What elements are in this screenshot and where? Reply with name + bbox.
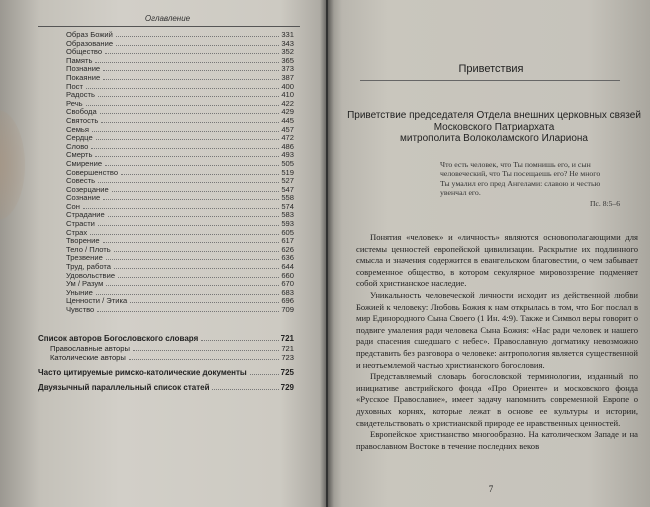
epigraph-source: Пс. 8:5–6 xyxy=(590,199,620,208)
leader-dots xyxy=(90,234,279,235)
section-title: Приветствия xyxy=(458,63,524,75)
greeting-heading-line: митрополита Волоколамского Илариона xyxy=(400,133,588,144)
toc-catholic-page: 723 xyxy=(281,353,294,362)
toc-entry-title: Образ Божий xyxy=(66,30,113,39)
toc-entry-page: 593 xyxy=(281,219,294,229)
toc-bilingual-title: Двуязычный параллельный список статей xyxy=(38,383,210,392)
leader-dots xyxy=(112,191,280,192)
toc-entry-page: 331 xyxy=(281,30,294,39)
toc-entry-page: 558 xyxy=(281,193,294,203)
section-rule xyxy=(360,80,620,81)
header-rule xyxy=(38,26,300,27)
toc-entry-page: 583 xyxy=(281,210,294,220)
body-paragraph: Европейское христианство многообразно. На католическом Западе и на православном Востоке в течение последних веков xyxy=(356,429,638,451)
toc-orthodox-title: Православные авторы xyxy=(50,344,130,353)
toc-entry-page: 373 xyxy=(281,64,294,74)
toc-entry-title: Семья xyxy=(66,124,89,134)
leader-dots xyxy=(108,216,280,217)
toc-entry-page: 527 xyxy=(281,176,294,186)
toc-entry-page: 696 xyxy=(281,296,294,306)
leader-dots xyxy=(118,277,279,278)
leader-dots xyxy=(114,268,279,269)
toc-entry-page: 445 xyxy=(281,115,294,125)
epigraph xyxy=(440,160,630,198)
toc-entry-title: Святость xyxy=(66,115,99,125)
epigraph-line: Что есть человек, что Ты помнишь его, и сын xyxy=(440,160,591,169)
toc-entry-title: Ум / Разум xyxy=(66,279,104,289)
toc-entry xyxy=(44,194,294,203)
toc-entry-title: Познание xyxy=(66,64,101,74)
leader-dots xyxy=(96,139,280,140)
toc-entry-title: Сознание xyxy=(66,193,101,203)
toc-orthodox-page: 721 xyxy=(281,344,294,353)
toc-entry-page: 352 xyxy=(281,47,294,57)
body-paragraph: Понятия «человек» и «личность» являются основополагающими для системы ценностей европейской цивилизации. Раскрытие их подлинного смысла и значения содержится в евангельском благовестии, о чем забывает современное общество, в котором секулярное мировоззрение подменяет собой христианское наследие. xyxy=(356,232,638,289)
toc-entry-title: Чувство xyxy=(66,305,95,314)
toc-entry-page: 429 xyxy=(281,107,294,117)
leader-dots xyxy=(103,79,279,80)
leader-dots xyxy=(121,174,279,175)
toc-entry-title: Сон xyxy=(66,201,80,211)
leader-dots xyxy=(98,225,279,226)
toc-authors-page: 721 xyxy=(280,334,294,343)
leader-dots xyxy=(101,122,279,123)
toc-entry-page: 660 xyxy=(281,270,294,280)
toc-entry-title: Пост xyxy=(66,81,83,91)
toc-entry-page: 486 xyxy=(281,141,294,151)
toc-entry-page: 636 xyxy=(281,253,294,263)
leader-dots xyxy=(100,113,280,114)
toc-entry-title: Радость xyxy=(66,90,95,100)
leader-dots xyxy=(95,62,279,63)
leader-dots xyxy=(103,70,279,71)
toc-entry-title: Удовольствие xyxy=(66,270,116,280)
toc-entry-title: Память xyxy=(66,55,93,65)
toc-authors-section xyxy=(38,333,294,362)
toc-entry-title: Совесть xyxy=(66,176,96,186)
leader-dots xyxy=(133,350,279,351)
toc-entry-page: 422 xyxy=(281,98,294,108)
toc-entry-title: Страдание xyxy=(66,210,105,220)
toc-entry-page: 519 xyxy=(281,167,294,177)
toc-entry-page: 574 xyxy=(281,201,294,211)
toc-entry-title: Тело / Плоть xyxy=(66,244,111,254)
leader-dots xyxy=(92,131,279,132)
body-text xyxy=(356,232,638,452)
leader-dots xyxy=(201,340,278,341)
toc-entry-title: Уныние xyxy=(66,287,93,297)
leader-dots xyxy=(91,148,279,149)
toc-entry-page: 617 xyxy=(281,236,294,246)
toc-entry xyxy=(44,306,294,315)
toc-entry-page: 400 xyxy=(281,81,294,91)
greeting-heading-line: Московского Патриархата xyxy=(433,121,555,133)
toc-docs-row xyxy=(38,367,294,378)
toc-entry-page: 683 xyxy=(281,287,294,297)
leader-dots xyxy=(116,45,279,46)
toc-entry-title: Слово xyxy=(66,141,89,151)
leader-dots xyxy=(250,374,279,375)
toc-entry-page: 472 xyxy=(281,133,294,143)
toc-docs-section xyxy=(38,367,294,393)
greeting-heading xyxy=(338,110,650,145)
leader-dots xyxy=(129,359,279,360)
leader-dots xyxy=(96,294,280,295)
leader-dots xyxy=(103,242,280,243)
leader-dots xyxy=(95,156,279,157)
toc-entry-page: 709 xyxy=(281,305,294,314)
toc-bilingual-row xyxy=(38,382,294,393)
body-paragraph: Представляемый словарь богословской терминологии, изданный по инициативе австрийского фонда «Про Ориенте» и московского фонда «Русское Православие», имеет задачу напомнить современной Европе о духовных корнях, которые лежат в основе ее культуры и истории, свидетельствовать о христианской природе ее нравственных ценностей. xyxy=(356,371,638,428)
leader-dots xyxy=(98,96,279,97)
toc-entry-title: Смерть xyxy=(66,150,93,160)
toc-entry-page: 343 xyxy=(281,38,294,48)
toc-entry-page: 626 xyxy=(281,244,294,254)
toc-orthodox-row xyxy=(38,344,294,353)
toc-entry-title: Страсти xyxy=(66,219,95,229)
leader-dots xyxy=(116,36,279,37)
leader-dots xyxy=(212,389,278,390)
toc-entry-page: 644 xyxy=(281,262,294,272)
leader-dots xyxy=(83,208,279,209)
toc-entry-page: 410 xyxy=(281,90,294,100)
leader-dots xyxy=(106,259,280,260)
toc-entry-page: 505 xyxy=(281,158,294,168)
toc-entry-page: 605 xyxy=(281,227,294,237)
leader-dots xyxy=(130,302,279,303)
toc-entry-title: Творение xyxy=(66,236,100,246)
epigraph-line: человеческий, что Ты посещаешь его? Не много xyxy=(440,169,601,179)
leader-dots xyxy=(105,165,279,166)
epigraph-line: увенчал его. xyxy=(440,188,481,198)
toc-authors-row xyxy=(38,333,294,344)
toc-entry-title: Труд, работа xyxy=(66,262,112,272)
toc-entry-title: Сердце xyxy=(66,133,93,143)
toc-entry-page: 457 xyxy=(281,124,294,134)
toc-entry-page: 365 xyxy=(281,55,294,65)
book-gutter xyxy=(320,0,334,507)
leader-dots xyxy=(86,88,279,89)
toc-entry-title: Совершенство xyxy=(66,167,119,177)
leader-dots xyxy=(103,199,279,200)
toc-catholic-row xyxy=(38,353,294,362)
leader-dots xyxy=(105,53,279,54)
toc-entry-title: Страх xyxy=(66,227,88,237)
toc-entry-page: 547 xyxy=(281,184,294,194)
toc-entry-page: 387 xyxy=(281,72,294,82)
toc-entry-page: 493 xyxy=(281,150,294,160)
running-head: Оглавление xyxy=(144,14,191,23)
greeting-heading-line: Приветствие председателя Отдела внешних церковных связей xyxy=(347,110,641,121)
toc-authors-title: Список авторов Богословского словаря xyxy=(38,334,199,343)
toc-entry-title: Покаяние xyxy=(66,72,101,82)
toc-entry-title: Смирение xyxy=(66,158,103,168)
toc-list xyxy=(44,31,294,315)
toc-entry-title: Образование xyxy=(66,38,114,48)
body-paragraph: Уникальность человеческой личности исходит из действенной любви Божией к человеку: Любовь Божия к нам открылась в том, что Бог послал в мир Единородного Сына Своего (1 Ин. 4:9). Также и Символ веры говорит о подвиге умаления ради человека Сына Божия: «Нас ради человек и нашего ради спасения сшедшаго с небес». Православную догматику невозможно представить без разговора о человеке: антропология является существенной и неотъемлемой частью христианского богословия. xyxy=(356,289,638,370)
leader-dots xyxy=(97,311,279,312)
toc-docs-page: 725 xyxy=(280,368,294,377)
toc-entry-title: Речь xyxy=(66,98,83,108)
toc-catholic-title: Католические авторы xyxy=(50,353,126,362)
toc-entry-title: Созерцание xyxy=(66,184,109,194)
epigraph-line: Ты умалил его пред Ангелами: славою и честью xyxy=(440,178,601,188)
leader-dots xyxy=(106,285,279,286)
page-number: 7 xyxy=(488,484,494,494)
toc-entry-title: Ценности / Этика xyxy=(66,296,128,306)
toc-bilingual-page: 729 xyxy=(280,383,294,392)
toc-entry-page: 670 xyxy=(281,279,294,289)
leader-dots xyxy=(114,251,280,252)
leader-dots xyxy=(86,105,280,106)
leader-dots xyxy=(98,182,279,183)
toc-entry-title: Общество xyxy=(66,47,103,57)
toc-docs-title: Часто цитируемые римско-католические документы xyxy=(38,368,247,377)
toc-entry-title: Свобода xyxy=(66,107,97,117)
toc-entry-title: Трезвение xyxy=(66,253,103,263)
